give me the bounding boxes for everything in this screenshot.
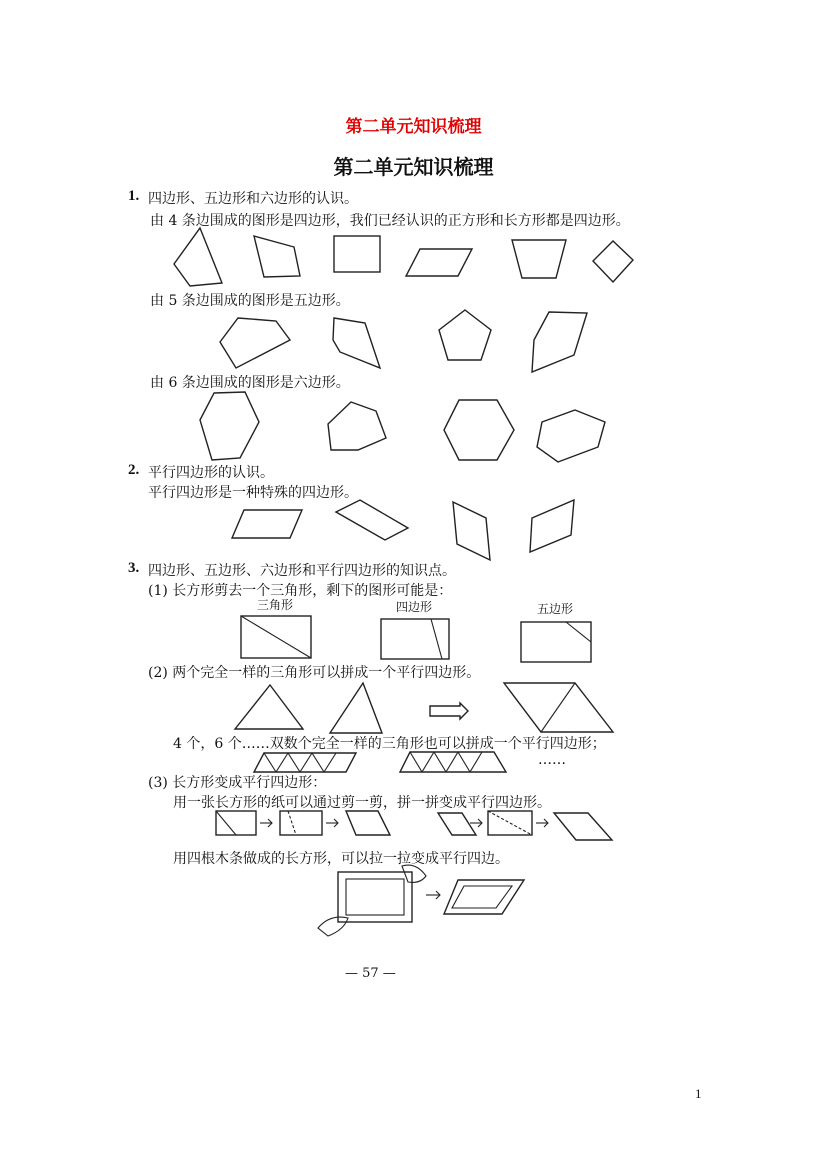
quad-definition: 由 4 条边围成的图形是四边形，我们已经认识的正方形和长方形都是四边形。 <box>150 213 630 229</box>
item-3-line-2: 用四根木条做成的长方形，可以拉一拉变成平行四边。 <box>173 851 509 867</box>
wooden-frame-figures <box>318 865 524 936</box>
hexagon-shapes <box>200 392 605 462</box>
corner-page-number: 1 <box>695 1086 702 1101</box>
label-quadrilateral: 四边形 <box>396 600 433 614</box>
cut-and-paste-figures <box>216 811 612 840</box>
hex-definition: 由 6 条边围成的图形是六边形。 <box>150 375 350 391</box>
item-2-text: (2) 两个完全一样的三角形可以拼成一个平行四边形。 <box>148 665 481 681</box>
ellipsis: …… <box>538 752 566 768</box>
triangle-combination-figures <box>235 683 613 733</box>
section-1-number: 1. <box>128 188 140 204</box>
parallelogram-definition: 平行四边形是一种特殊的四边形。 <box>148 485 358 501</box>
section-2-heading: 平行四边形的认识。 <box>148 465 274 481</box>
item-3-text: (3) 长方形变成平行四边形： <box>148 775 327 791</box>
scan-title: 第二单元知识梳理 <box>333 155 494 179</box>
section-3-number: 3. <box>128 560 140 576</box>
document-title: 第二单元知识梳理 <box>345 117 482 137</box>
triangle-strip-figures <box>254 752 506 772</box>
item-1-text: (1) 长方形剪去一个三角形，剩下的图形可能是： <box>148 583 453 599</box>
pent-definition: 由 5 条边围成的图形是五边形。 <box>150 293 350 309</box>
item-3-line-1: 用一张长方形的纸可以通过剪一剪，拼一拼变成平行四边形。 <box>173 795 551 811</box>
quadrilateral-shapes <box>174 228 633 286</box>
label-triangle: 三角形 <box>257 598 294 612</box>
parallelogram-shapes <box>232 500 574 560</box>
section-1-heading: 四边形、五边形和六边形的认识。 <box>148 191 358 207</box>
page-number: — 57 — <box>345 966 396 981</box>
label-pentagon: 五边形 <box>537 602 574 616</box>
pentagon-shapes <box>220 310 587 372</box>
section-3-heading: 四边形、五边形、六边形和平行四边形的知识点。 <box>148 563 456 579</box>
section-2-number: 2. <box>128 462 140 478</box>
cut-rectangle-figures <box>241 616 591 662</box>
item-2-more-text: 4 个，6 个……双数个完全一样的三角形也可以拼成一个平行四边形； <box>173 736 606 752</box>
